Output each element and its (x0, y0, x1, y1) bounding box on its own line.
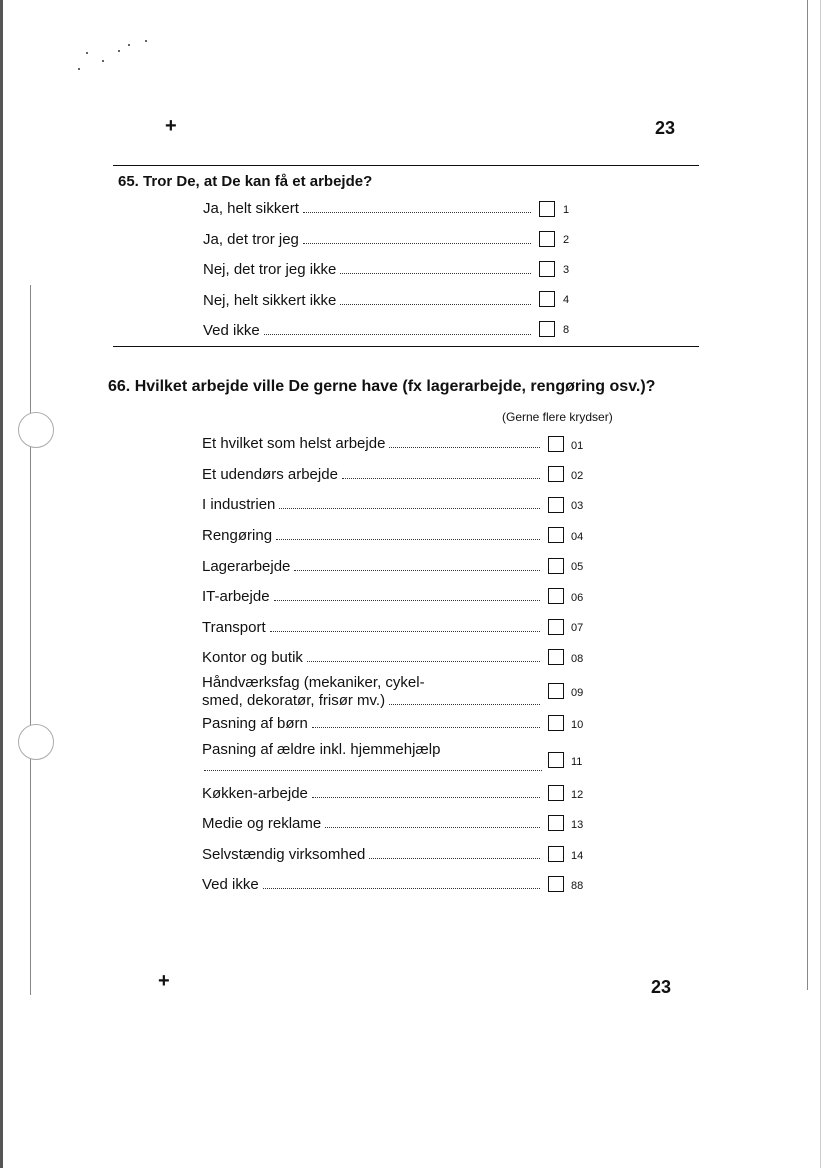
option-label: Ved ikke (203, 322, 260, 339)
leader-dots (312, 797, 540, 798)
punch-hole-bottom (18, 724, 54, 760)
leader-dots (389, 704, 540, 705)
answer-code: 8 (563, 324, 570, 336)
answer-code: 04 (571, 531, 584, 543)
answer-code: 09 (571, 687, 584, 699)
option-label: Lagerarbejde (202, 558, 291, 575)
answer-code: 14 (571, 850, 584, 862)
option-label: Ja, helt sikkert (203, 200, 299, 217)
speck (128, 44, 130, 46)
multiple-choice-note: (Gerne flere krydser) (502, 410, 613, 424)
scan-edge-right-outer (820, 0, 821, 1168)
q66-option-01 (202, 435, 544, 452)
leader-dots (389, 447, 540, 448)
rule-q65-bottom (113, 346, 699, 347)
checkbox[interactable] (539, 291, 555, 307)
q66-option-12 (202, 785, 544, 802)
leader-dots (279, 508, 540, 509)
q65-option-2 (203, 231, 535, 248)
checkbox[interactable] (548, 715, 564, 731)
leader-dots (270, 631, 540, 632)
checkbox[interactable] (539, 261, 555, 277)
q66-option-03 (202, 496, 544, 513)
answer-code: 88 (571, 880, 584, 892)
answer-code: 01 (571, 440, 584, 452)
registration-mark-bottom: + (158, 970, 170, 992)
leader-dots (369, 858, 540, 859)
answer-code: 3 (563, 264, 570, 276)
question-65-title: 65. Tror De, at De kan få et arbejde? (118, 173, 373, 190)
q66-option-04 (202, 527, 544, 544)
checkbox[interactable] (539, 201, 555, 217)
option-label: Køkken-arbejde (202, 785, 308, 802)
speck (102, 60, 104, 62)
answer-code: 07 (571, 622, 584, 634)
q66-option-07 (202, 619, 544, 636)
page-number-bottom: 23 (651, 977, 672, 997)
answer-code: 11 (571, 756, 583, 768)
option-label: Rengøring (202, 527, 273, 544)
answer-code: 06 (571, 592, 584, 604)
q66-option-13 (202, 815, 544, 832)
option-label: Ja, det tror jeg (203, 231, 299, 248)
leader-dots (264, 334, 531, 335)
answer-code: 4 (563, 294, 570, 306)
checkbox[interactable] (548, 619, 564, 635)
leader-dots (312, 727, 540, 728)
checkbox[interactable] (548, 846, 564, 862)
option-label: Kontor og butik (202, 649, 303, 666)
q66-option-06 (202, 588, 544, 605)
option-label: Et hvilket som helst arbejde (202, 435, 386, 452)
option-label: Et udendørs arbejde (202, 466, 338, 483)
answer-code: 08 (571, 653, 584, 665)
checkbox[interactable] (548, 466, 564, 482)
option-label: smed, dekoratør, frisør mv.) (202, 692, 386, 709)
q65-option-3 (203, 261, 535, 278)
leader-dots (274, 600, 540, 601)
leader-dots (325, 827, 540, 828)
answer-code: 13 (571, 819, 584, 831)
option-label: Nej, helt sikkert ikke (203, 292, 337, 309)
page-number-top: 23 (655, 118, 676, 138)
leader-dots (294, 570, 540, 571)
checkbox[interactable] (548, 876, 564, 892)
leader-dots (340, 304, 531, 305)
q65-option-4 (203, 292, 535, 309)
checkbox[interactable] (548, 752, 564, 768)
q65-option-5 (203, 322, 535, 339)
q66-option-88 (202, 876, 544, 893)
q66-option-08 (202, 649, 544, 666)
question-66-title: 66. Hvilket arbejde ville De gerne have (fx lagerarbejde, rengøring osv.)? (108, 378, 656, 395)
checkbox[interactable] (548, 527, 564, 543)
checkbox[interactable] (548, 815, 564, 831)
checkbox[interactable] (539, 231, 555, 247)
rule-q65-top (113, 165, 699, 166)
leader-dots (342, 478, 540, 479)
q66-option-05 (202, 558, 544, 575)
speck (118, 50, 120, 52)
answer-code: 05 (571, 561, 584, 573)
leader-dots (340, 273, 531, 274)
option-label: IT-arbejde (202, 588, 270, 605)
option-label: Nej, det tror jeg ikke (203, 261, 337, 278)
option-label: Ved ikke (202, 876, 259, 893)
q66-option-02 (202, 466, 544, 483)
q65-option-1 (203, 200, 535, 217)
speck (145, 40, 147, 42)
speck (78, 68, 80, 70)
leader-dots (204, 770, 542, 771)
option-label: Medie og reklame (202, 815, 322, 832)
leader-dots (307, 661, 540, 662)
leader-dots (276, 539, 540, 540)
answer-code: 1 (563, 204, 570, 216)
answer-code: 10 (571, 719, 584, 731)
q66-option-14 (202, 846, 544, 863)
checkbox[interactable] (548, 588, 564, 604)
checkbox[interactable] (548, 683, 564, 699)
q66-option-09 (202, 692, 544, 709)
speck (86, 52, 88, 54)
leader-dots (263, 888, 540, 889)
checkbox[interactable] (548, 436, 564, 452)
checkbox[interactable] (539, 321, 555, 337)
checkbox[interactable] (548, 785, 564, 801)
q66-option-11: Pasning af ældre inkl. hjemmehjælp (202, 741, 441, 758)
checkbox[interactable] (548, 558, 564, 574)
scan-edge-left (0, 0, 3, 1168)
leader-dots (303, 212, 531, 213)
q66-option-09-line1: Håndværksfag (mekaniker, cykel- (202, 674, 425, 691)
checkbox[interactable] (548, 649, 564, 665)
answer-code: 02 (571, 470, 584, 482)
margin-line (30, 285, 31, 995)
answer-code: 12 (571, 789, 584, 801)
option-label: Transport (202, 619, 266, 636)
checkbox[interactable] (548, 497, 564, 513)
punch-hole-top (18, 412, 54, 448)
q66-option-10 (202, 715, 544, 732)
answer-code: 03 (571, 500, 584, 512)
scan-edge-right (807, 0, 808, 990)
option-label: I industrien (202, 496, 276, 513)
answer-code: 2 (563, 234, 570, 246)
option-label: Selvstændig virksomhed (202, 846, 366, 863)
registration-mark-top: + (165, 115, 177, 137)
leader-dots (303, 243, 531, 244)
option-label: Pasning af børn (202, 715, 308, 732)
